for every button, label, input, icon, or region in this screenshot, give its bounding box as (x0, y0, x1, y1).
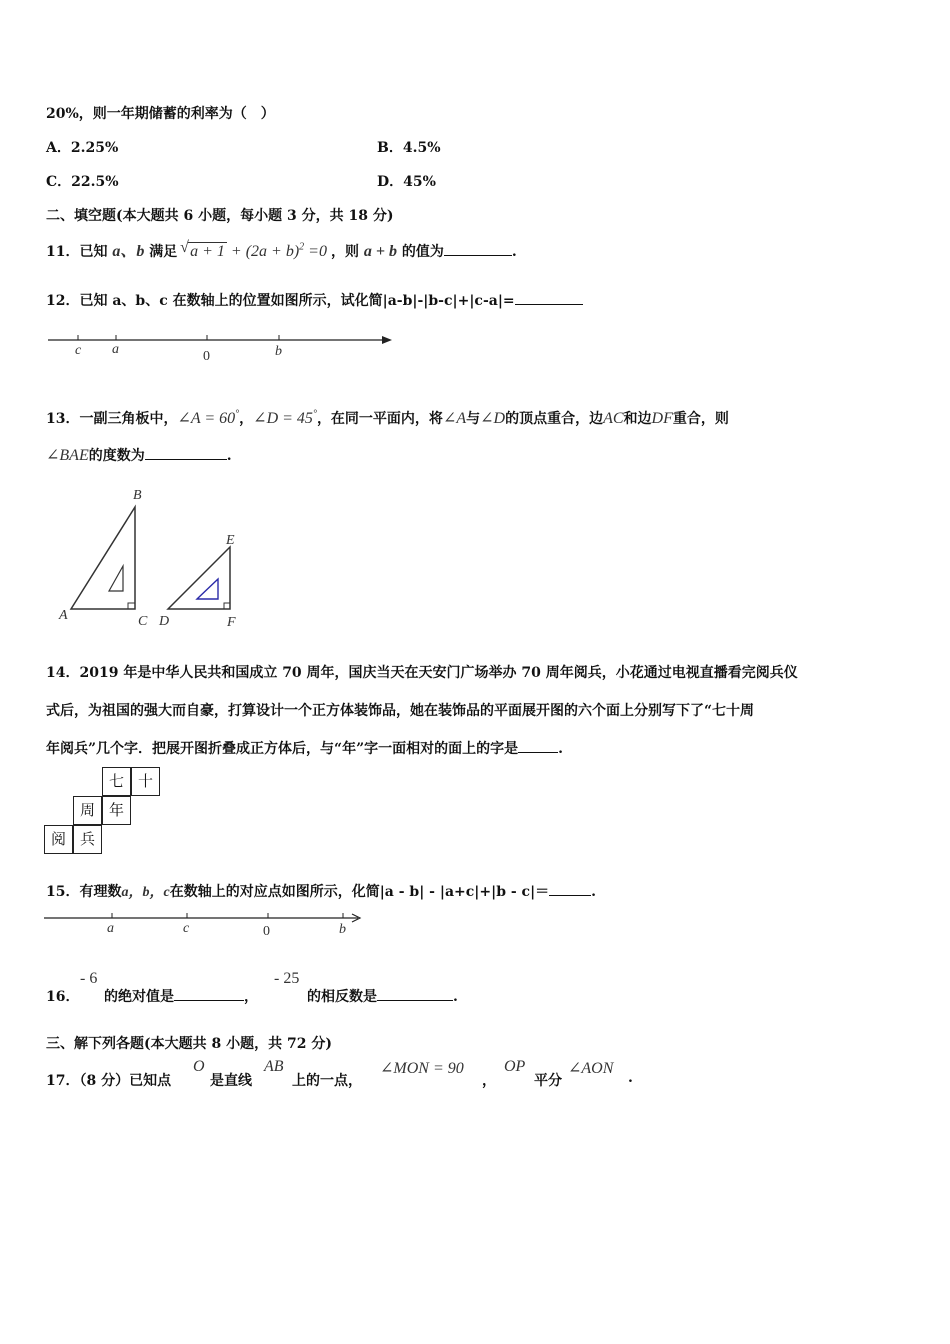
q15-vars: a，b，c (121, 885, 170, 900)
net-cell-nian: 年 (102, 796, 131, 825)
q13-text: 与 (466, 411, 481, 427)
q17-text-1: 是直线 (210, 1073, 252, 1089)
label-0: 0 (203, 349, 210, 364)
q11-end: 的值为 (401, 244, 444, 260)
q15-dot: . (591, 884, 597, 900)
value-neg-25: - 25 (274, 970, 300, 987)
q11-prefix: 11．已知 (46, 244, 108, 260)
net-cell-yue: 阅 (44, 825, 73, 854)
net-cell-qi: 七 (102, 767, 131, 796)
triangle-inner-1 (109, 566, 123, 591)
question-13-line-1 (46, 408, 729, 428)
comma: ， (244, 989, 258, 1005)
answer-blank (444, 243, 512, 256)
q14-text: 年阅兵”几个字．把展开图折叠成正方体后，与“年”字一面相对的面上的字是 (46, 741, 519, 757)
q17-dot: . (628, 1070, 633, 1086)
angle-mon: ∠MON = 90 (380, 1060, 464, 1077)
question-17 (46, 1070, 171, 1090)
right-angle-mark-f (224, 603, 230, 609)
label-c: C (138, 614, 148, 629)
q11-vars: a、b (112, 243, 145, 260)
right-angle-mark-c (128, 603, 135, 609)
comma: ， (482, 1073, 496, 1089)
q14-dot: . (558, 741, 564, 757)
question-15 (46, 881, 596, 901)
question-16 (46, 986, 79, 1006)
line-ab: AB (264, 1058, 284, 1075)
edge-ac: AC (603, 410, 624, 427)
question-12 (46, 290, 583, 310)
angle-d: ∠D (480, 410, 506, 427)
answer-blank (515, 292, 583, 305)
value-neg-6: - 6 (80, 970, 98, 987)
q13-text: 13．一副三角板中， (46, 411, 178, 427)
option-a: A．2.25% (46, 140, 119, 156)
label-c: c (183, 921, 190, 936)
q16-part-1 (104, 986, 258, 1006)
q16-text: 的相反数是 (307, 989, 377, 1005)
q16-number: 16． (46, 989, 80, 1005)
q11-after: ，则 (330, 244, 359, 260)
number-line-q12 (40, 326, 400, 366)
angle-d-value: ∠D = 45 (253, 410, 313, 427)
question-10-tail: 20%，则一年期储蓄的利率为（ ） (46, 106, 275, 122)
edge-df: DF (651, 410, 673, 427)
question-11 (46, 238, 517, 261)
triangle-45-45 (168, 547, 230, 609)
angle-d-45 (253, 410, 317, 427)
answer-blank (145, 447, 227, 460)
label-d: D (159, 614, 170, 629)
q11-plus: + (230, 243, 242, 260)
question-14-line-3 (46, 738, 563, 758)
q12-text: 12．已知 a、b、c 在数轴上的位置如图所示，试化简|a-b|-|b-c|+|c-a|= (46, 293, 515, 309)
label-a: a (107, 921, 114, 936)
option-b: B．4.5% (377, 140, 441, 156)
label-b: b (275, 344, 282, 359)
degree-symbol: ° (312, 408, 317, 420)
label-f: F (227, 615, 236, 630)
number-line-q15 (40, 906, 370, 942)
q13-text: 和边 (623, 411, 652, 427)
angle-a-value: ∠A = 60 (177, 410, 236, 427)
question-14-line-1: 14．2019 年是中华人民共和国成立 70 周年，国庆当天在天安门广场举办 70 周年阅兵，小花通过电视直播看完阅兵仪 (46, 665, 798, 681)
section-3-heading: 三、解下列各题(本大题共 8 小题，共 72 分) (46, 1036, 332, 1052)
triangle-inner-2 (197, 579, 218, 599)
q11-sqrt-content: a + 1 (190, 243, 225, 260)
q11-formula (180, 239, 331, 260)
q17-prefix: 17．（8 分）已知点 (46, 1073, 172, 1089)
degree-symbol: ° (235, 408, 240, 420)
q13-text: 的顶点重合，边 (505, 411, 604, 427)
net-cell-zhou: 周 (73, 796, 102, 825)
q13-text: ，在同一平面内，将 (316, 411, 443, 427)
option-c: C．22.5% (46, 174, 119, 190)
label-0: 0 (263, 924, 270, 939)
point-o: O (193, 1058, 205, 1075)
option-d: D．45% (377, 174, 436, 190)
q11-eq: =0 (308, 243, 327, 260)
label-b: b (339, 922, 346, 937)
net-cell-shi: 十 (131, 767, 160, 796)
q11-expr: a + b (363, 243, 397, 260)
label-a: A (59, 608, 68, 623)
comma: ， (239, 411, 254, 427)
q11-exponent: 2 (299, 241, 305, 253)
net-cell-bing: 兵 (73, 825, 102, 854)
label-c: c (75, 343, 82, 358)
q15-prefix: 15．有理数 (46, 884, 122, 900)
sqrt-symbol: √ a + 1 (180, 239, 225, 260)
q16-dot: . (453, 989, 458, 1005)
q11-mid: 满足 (149, 244, 178, 260)
question-14-line-2: 式后，为祖国的强大而自豪，打算设计一个正方体装饰品，她在装饰品的平面展开图的六个面上分别写下了“七十周 (46, 703, 755, 719)
label-b: B (133, 488, 142, 503)
angle-aon: ∠AON (568, 1060, 614, 1077)
q13-text: 重合，则 (672, 411, 729, 427)
q11-dot: . (511, 244, 517, 260)
q13-text: 的度数为 (88, 448, 145, 464)
triangle-figure (55, 485, 255, 630)
axis-arrow (382, 336, 392, 344)
angle-a-60 (177, 410, 239, 427)
answer-blank (518, 740, 558, 753)
q13-dot: . (226, 448, 232, 464)
angle-a: ∠A (442, 410, 467, 427)
section-2-heading: 二、填空题(本大题共 6 小题，每小题 3 分，共 18 分) (46, 208, 394, 224)
q17-text-2: 上的一点， (292, 1073, 362, 1089)
angle-bae: ∠BAE (46, 447, 89, 464)
triangle-30-60 (71, 507, 135, 609)
q16-text: 的绝对值是 (104, 989, 174, 1005)
label-e: E (226, 533, 235, 548)
answer-blank (549, 883, 591, 896)
q17-text-3: 平分 (534, 1073, 562, 1089)
answer-blank (377, 988, 453, 1001)
answer-blank (174, 988, 244, 1001)
label-a: a (112, 342, 119, 357)
q16-part-2 (307, 986, 458, 1006)
ray-op: OP (504, 1058, 526, 1075)
q11-paren: (2a + b) (245, 243, 300, 260)
question-13-line-2 (46, 445, 232, 465)
q15-text: 在数轴上的对应点如图所示，化简|a - b| - |a+c|+|b - c|＝ (169, 884, 550, 900)
